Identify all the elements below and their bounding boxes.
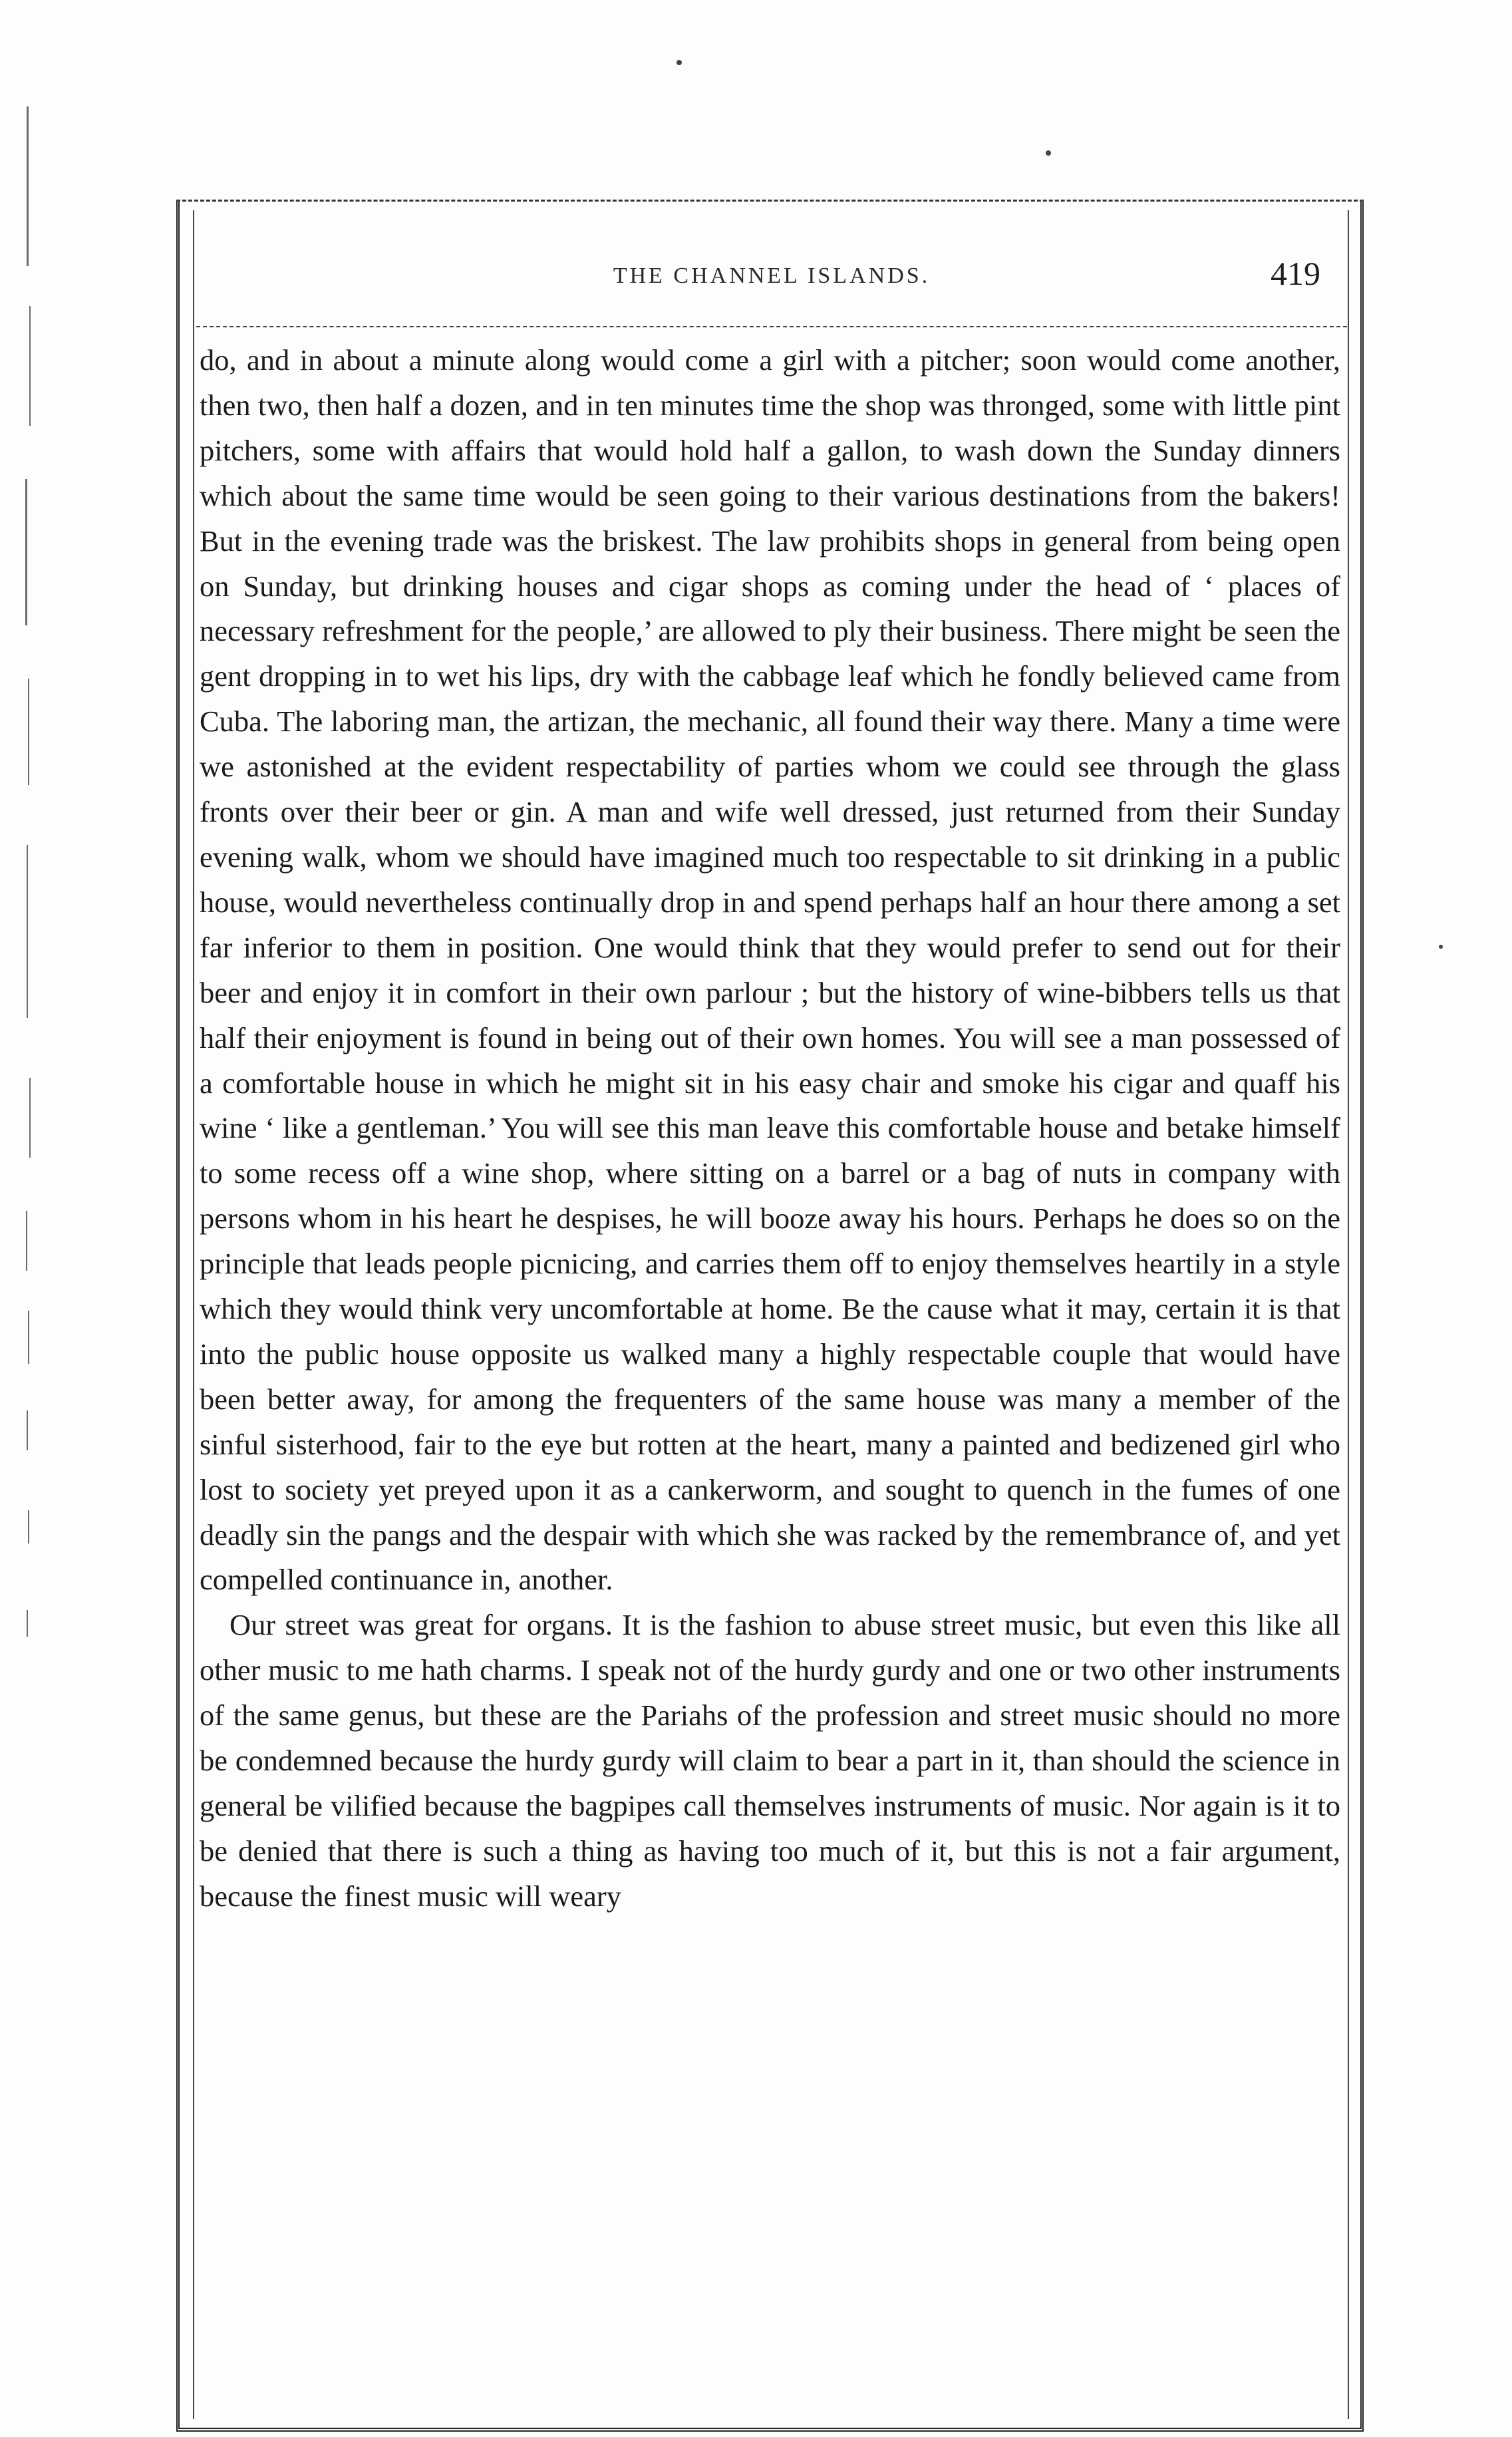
- scan-speck: [677, 60, 682, 65]
- paragraph: do, and in about a minute along would come a girl with a pitcher; soon would come another, then two, then half a dozen, and in ten minutes time the shop was thronged, some with little pint pitchers, some with affairs that would hold half a gallon, to wash down the Sunday dinners which about the same time would be seen going to their various destinations from the bakers! But in the evening trade was the briskest. The law prohibits shops in general from being open on Sunday, but drinking houses and cigar shops as coming under the head of ‘ places of necessary refreshment for the people,’ are allowed to ply their business. There might be seen the gent dropping in to wet his lips, dry with the cabbage leaf which he fondly believed came from Cuba. The laboring man, the artizan, the mechanic, all found their way there. Many a time were we astonished at the evident respectability of parties whom we could see through the glass fronts over their beer or gin. A man and wife well dressed, just returned from their Sunday evening walk, whom we should have imagined much too respectable to sit drinking in a public house, would nevertheless continually drop in and spend perhaps half an hour there among a set far inferior to them in position. One would think that they would prefer to send out for their beer and enjoy it in comfort in their own parlour ; but the history of wine-bibbers tells us that half their enjoyment is found in being out of their own homes. You will see a man possessed of a comfortable house in which he might sit in his easy chair and smoke his cigar and quaff his wine ‘ like a gentleman.’ You will see this man leave this comfortable house and betake himself to some recess off a wine shop, where sitting on a barrel or a bag of nuts in company with persons whom in his heart he despises, he will booze away his hours. Perhaps he does so on the principle that leads people picnicing, and carries them off to enjoy themselves heartily in a style which they would think very uncomfortable at home. Be the cause what it may, certain it is that into the public house opposite us walked many a highly respectable couple that would have been better away, for among the frequenters of the same house was many a member of the sinful sisterhood, fair to the eye but rotten at the heart, many a painted and bedizened girl who lost to society yet preyed upon it as a cankerworm, and sought to quench in the fumes of one deadly sin the pangs and the despair with which she was racked by the remembrance of, and yet compelled continuance in, another.: [200, 343, 1340, 1597]
- page-number: 419: [1271, 255, 1320, 292]
- running-head: THE CHANNEL ISLANDS.: [613, 263, 931, 288]
- body-text: [200, 338, 1340, 1919]
- scan-speck: [1439, 945, 1443, 949]
- paragraph: Our street was great for organs. It is the fashion to abuse street music, but even this like all other music to me hath charms. I speak not of the hurdy gurdy and one or two other instruments of the same genus, but these are the Pariahs of the profession and street music should no more be condemned because the hurdy gurdy will claim to bear a part in it, than should the science in general be vilified because the bagpipes call themselves instruments of music. Nor again is it to be denied that there is such a thing as having too much of it, but this is not a fair argument, because the finest music will weary: [200, 1608, 1340, 1913]
- margin-scan-marks: [20, 80, 40, 1810]
- page-header: [196, 240, 1347, 327]
- scan-speck: [1046, 150, 1051, 156]
